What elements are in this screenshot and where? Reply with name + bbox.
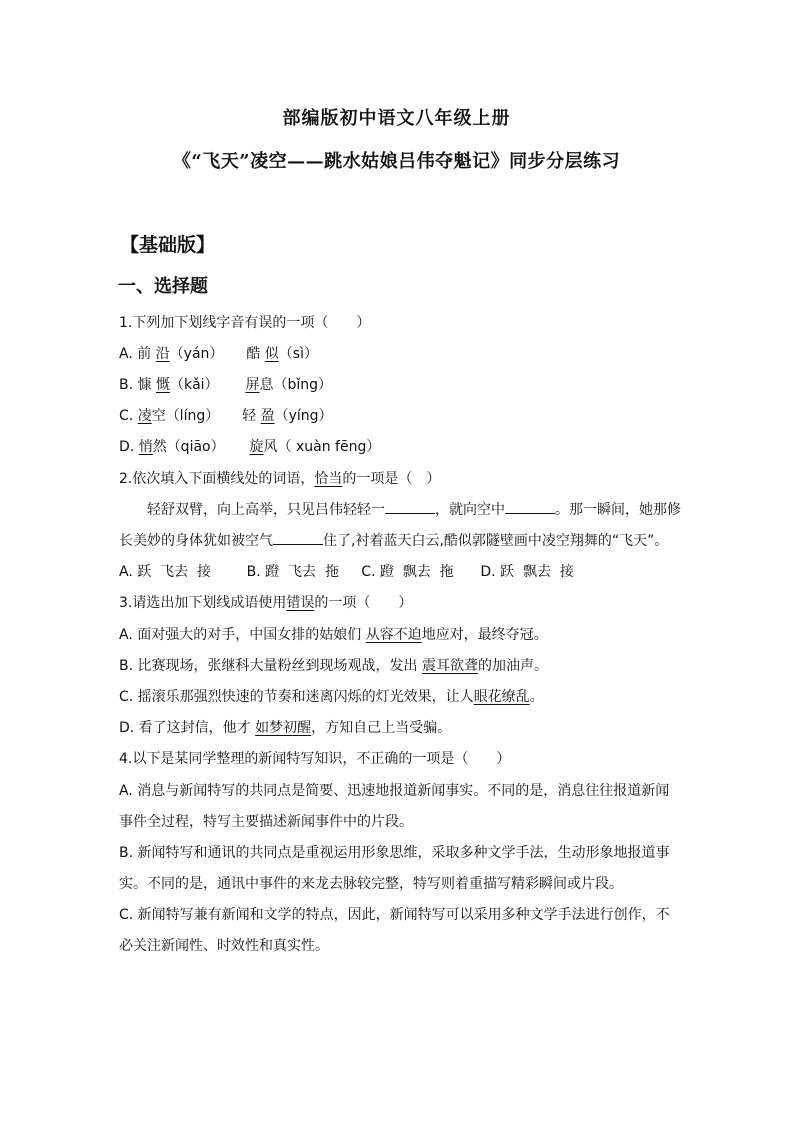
document-title: 部编版初中语文八年级上册	[282, 108, 511, 129]
q4-stem: 4.以下是某同学整理的新闻特写知识，不正确的一项是（ ）	[119, 751, 511, 767]
q1-option-a: A. 前 沿（yán） 酷 似（sì）	[119, 346, 318, 362]
q1-a-underlined-1: 沿	[155, 346, 170, 362]
q1-b-underlined-1: 慨	[155, 377, 170, 393]
q1-c-underlined-1: 凌	[137, 408, 152, 424]
q2-passage-line-1: 轻舒双臂，向上高举，只见吕伟轻轻一 ，就向空中 。那一瞬间，她那修	[147, 502, 681, 518]
q1-d-underlined-2: 旋	[249, 439, 264, 455]
q3-d-idiom: 如梦初醒	[255, 720, 312, 736]
q4-option-b-line-1: B. 新闻特写和通讯的共同点是重视运用形象思维，采取多种文学手法，生动形象地报道事	[119, 845, 670, 861]
q3-option-c: C. 摇滚乐那强烈快速的节奏和迷离闪烁的灯光效果，让人眼花缭乱。	[119, 689, 544, 705]
q3-c-idiom: 眼花缭乱	[473, 689, 530, 705]
q1-stem: 1.下列加下划线字音有误的一项（ ）	[119, 315, 371, 331]
q3-option-d: D. 看了这封信，他才 如梦初醒，方知自己上当受骗。	[119, 720, 452, 736]
q2-stem-underlined: 恰当	[314, 471, 343, 487]
q1-a-underlined-2: 似	[264, 346, 279, 362]
q3-option-b: B. 比赛现场，张继科大量粉丝到现场观战，发出 震耳欲聋的加油声。	[119, 658, 548, 674]
q2-passage-line-2: 长美妙的身体犹如被空气 住了,衬着蓝天白云,酷似郭隧壁画中凌空翔舞的“飞天”。	[119, 533, 669, 549]
q3-stem: 3.请选出加下划线成语使用错误的一项（ ）	[119, 595, 413, 611]
q3-b-idiom: 震耳欲聋	[421, 658, 478, 674]
q4-option-a-line-1: A. 消息与新闻特写的共同点是简要、迅速地报道新闻事实。不同的是，消息往往报道新闻	[119, 783, 670, 799]
q1-d-underlined-1: 悄	[138, 439, 153, 455]
q4-option-b-line-2: 实。不同的是，通讯中事件的来龙去脉较完整，特写则着重描写精彩瞬间或片段。	[119, 876, 623, 892]
q1-c-underlined-2: 盈	[260, 408, 275, 424]
q3-a-idiom: 从容不迫	[365, 627, 422, 643]
q2-blank-3	[273, 532, 323, 545]
q4-option-c-line-1: C. 新闻特写兼有新闻和文学的特点，因此，新闻特写可以采用多种文学手法进行创作，不	[119, 907, 670, 923]
section-label: 【基础版】	[120, 234, 216, 256]
q1-option-c: C. 凌空（líng） 轻 盈（yíng）	[119, 408, 333, 424]
q3-option-a: A. 面对强大的对手，中国女排的姑娘们 从容不迫地应对，最终夺冠。	[119, 627, 548, 643]
part-heading: 一、选择题	[118, 276, 208, 297]
q1-option-b: B. 慷 慨（kǎi） 屏息（bǐng）	[119, 377, 332, 393]
q2-options: A. 跃 飞去 接 B. 蹬 飞去 拖 C. 蹬 飘去 拖 D. 跃 飘去 接	[119, 564, 574, 580]
q1-option-d: D. 悄然（qiāo） 旋风（ xuàn fēng）	[119, 439, 381, 455]
q4-option-a-line-2: 事件全过程，特写主要描述新闻事件中的片段。	[119, 814, 413, 830]
q2-stem: 2.依次填入下面横线处的词语，恰当的一项是（ ）	[119, 471, 441, 487]
q2-blank-2	[505, 501, 555, 514]
document-subtitle: 《“飞天”凌空——跳水姑娘吕伟夺魁记》同步分层练习	[172, 151, 621, 172]
q2-blank-1	[385, 501, 435, 514]
q1-b-underlined-2: 屏	[245, 377, 260, 393]
q4-option-c-line-2: 必关注新闻性、时效性和真实性。	[119, 938, 329, 954]
q3-stem-underlined: 错误	[286, 595, 315, 611]
